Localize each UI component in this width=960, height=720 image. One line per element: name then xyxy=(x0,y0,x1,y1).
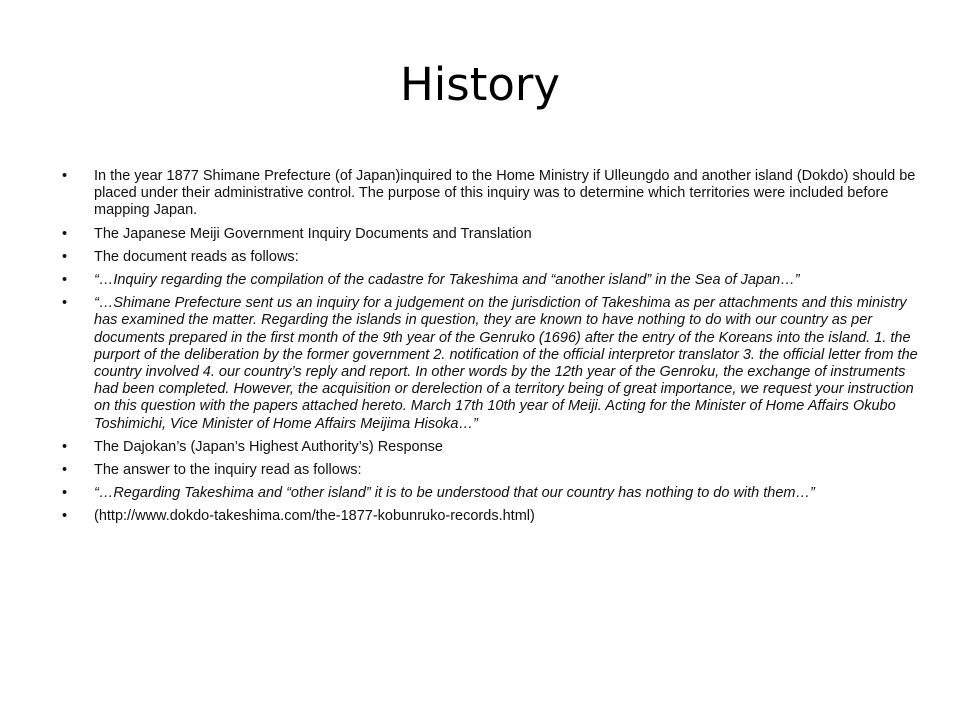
bullet-text: The Japanese Meiji Government Inquiry Documents and Translation xyxy=(94,225,532,242)
bullet-text: “…Inquiry regarding the compilation of the cadastre for Takeshima and “another island” in the Sea of Japan…” xyxy=(94,272,800,289)
bullet-icon: • xyxy=(62,295,68,312)
bullet-list xyxy=(62,168,922,532)
bullet-item xyxy=(62,226,922,243)
bullet-item-quote xyxy=(62,485,922,502)
bullet-text: The document reads as follows: xyxy=(94,248,299,265)
bullet-icon: • xyxy=(62,508,68,525)
bullet-text: “…Shimane Prefecture sent us an inquiry for a judgement on the jurisdiction of Takeshima as per attachments and this ministry has examined the matter. Regarding the islands in question, they are known to have nothing to do with our country as per documents prepared in the first month of the 9th year of the Genruko (1696) after the entry of the Koreans into the island. 1. the purport of the deliberation by the former government 2. notification of the official interpretor translator 3. the official letter from the country involved 4. our country’s reply and report. In other words by the 12th year of the Genroku, the exchange of instruments had been completed. However, the acquisition or derelection of a territory being of great importance, we request your instruction on this question with the papers attached hereto. March 17th 10th year of Meiji. Acting for the Minister of Home Affairs Okubo Toshimichi, Vice Minister of Home Affairs Meijima Hisoka…” xyxy=(94,295,918,432)
bullet-text: (http://www.dokdo-takeshima.com/the-1877-kobunruko-records.html) xyxy=(94,508,535,525)
bullet-icon: • xyxy=(62,438,68,455)
bullet-item xyxy=(62,439,922,456)
bullet-text: In the year 1877 Shimane Prefecture (of Japan)inquired to the Home Ministry if Ulleungdo and another island (Dokdo) should be placed under their administrative control. The purpose of this inquiry was to determine which territories were included before mapping Japan. xyxy=(94,168,916,219)
bullet-icon: • xyxy=(62,168,68,184)
bullet-text: “…Regarding Takeshima and “other island” it is to be understood that our country has nothing to do with them…” xyxy=(94,485,815,502)
bullet-text: The answer to the inquiry read as follows: xyxy=(94,462,362,479)
bullet-icon: • xyxy=(62,485,68,502)
bullet-item xyxy=(62,462,922,479)
bullet-item-quote xyxy=(62,272,922,289)
bullet-icon: • xyxy=(62,248,68,265)
bullet-text: The Dajokan’s (Japan’s Highest Authority’s) Response xyxy=(94,438,443,455)
bullet-item-quote xyxy=(62,295,922,433)
bullet-item xyxy=(62,168,922,220)
bullet-icon: • xyxy=(62,462,68,479)
slide-title: History xyxy=(399,58,561,111)
bullet-item xyxy=(62,249,922,266)
bullet-icon: • xyxy=(62,225,68,242)
bullet-icon: • xyxy=(62,272,68,289)
bullet-item-source-link xyxy=(62,508,922,525)
